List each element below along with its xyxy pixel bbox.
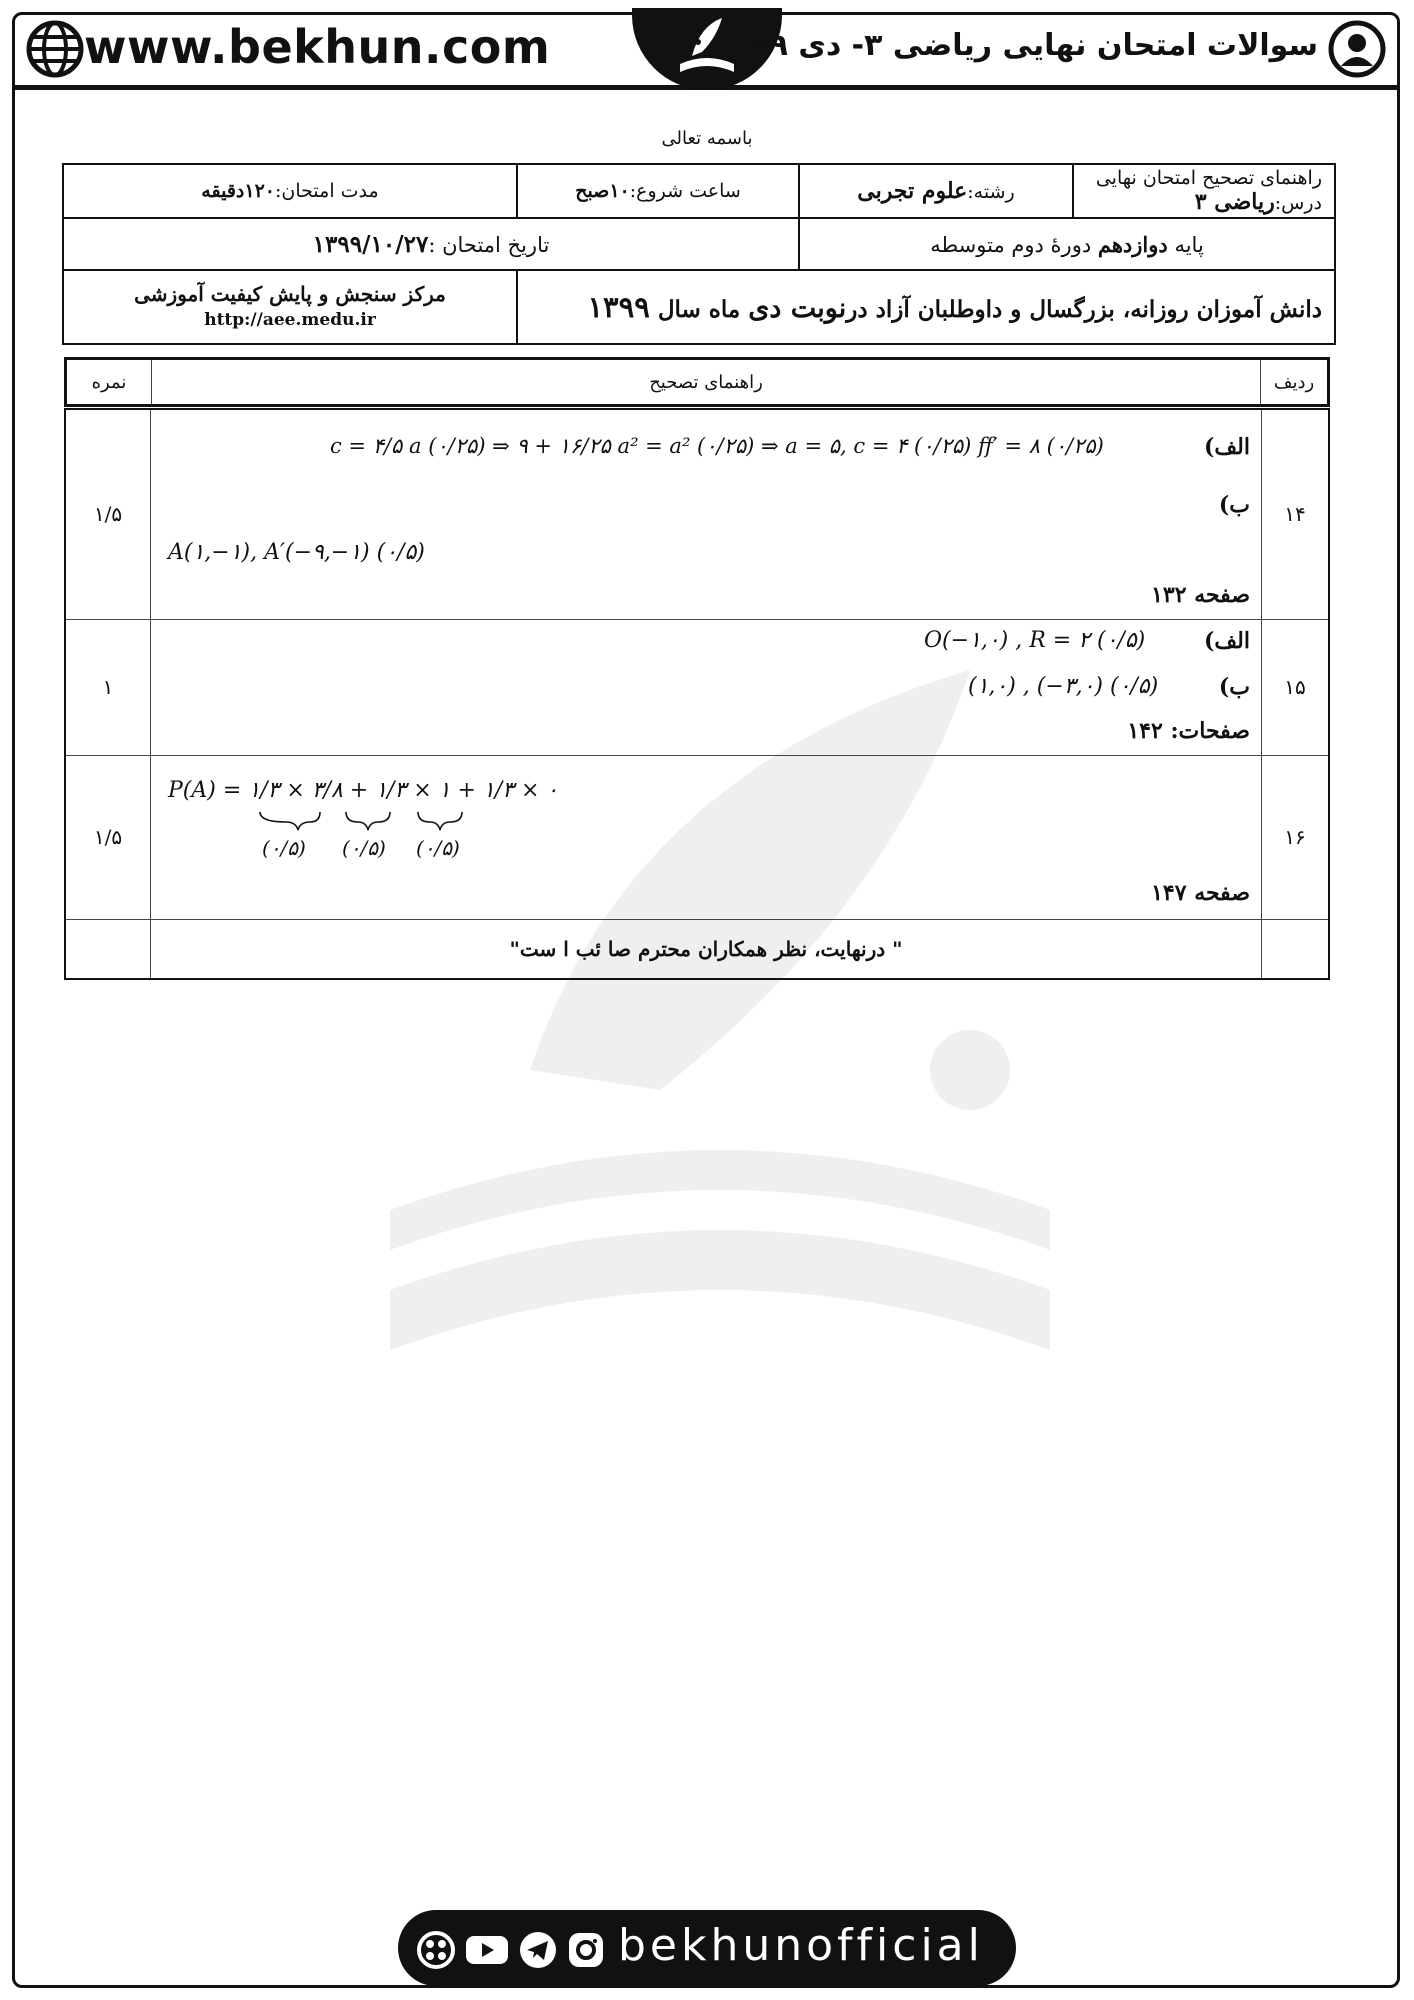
user-avatar-icon[interactable] [1328, 20, 1386, 78]
youtube-icon[interactable] [464, 1930, 510, 1970]
q15-page: صفحات: ۱۴۲ [1127, 718, 1250, 744]
q15-a-label: الف) [1204, 628, 1250, 654]
q14-a-math: c = ۴/۵ a (۰/۲۵) ⇒ ۹ + ۱۶/۲۵ a² = a² (۰/۲۵) ⇒ a = ۵, c = ۴ (۰/۲۵) ff′ = ۸ (۰/۲۵) [330, 434, 1104, 458]
q15-a-math: O(−۱,۰) , R = ۲ (۰/۵) [924, 628, 1146, 653]
telegram-icon[interactable] [518, 1930, 558, 1970]
date-cell: تاریخ امتحان :۱۳۹۹/۱۰/۲۷ [63, 218, 799, 270]
center-name: مرکز سنجش و پایش کیفیت آموزشی [134, 282, 446, 306]
underbraces [258, 810, 478, 834]
row-score [65, 919, 151, 979]
pen-book-icon [672, 12, 742, 84]
q16-page: صفحه ۱۴۷ [1151, 880, 1250, 906]
col-score-header: نمره [66, 359, 152, 406]
q14-b-label: ب) [1218, 492, 1250, 518]
grade-cell: پایه دوازدهم دورهٔ دوم متوسطه [799, 218, 1335, 270]
table-row [65, 919, 1329, 979]
row-number: ۱۶ [1262, 755, 1330, 919]
q14-a-label: الف) [1204, 434, 1250, 460]
row-score: ۱/۵ [65, 409, 151, 619]
q16-math: P(A) = ۱/۳ × ۳/۸ + ۱/۳ × ۱ + ۱/۳ × ۰ [168, 778, 559, 803]
course-cell: راهنمای تصحیح امتحان نهایی درس:ریاضی ۳ [1073, 164, 1335, 218]
students-cell: دانش آموزان روزانه، بزرگسال و داوطلبان آزاد درنوبت دی ماه سال ۱۳۹۹ [517, 270, 1335, 344]
site-url[interactable]: www.bekhun.com [84, 20, 551, 74]
duration-cell: مدت امتحان:۱۲۰دقیقه [63, 164, 517, 218]
answer-table-head [64, 357, 1330, 407]
page-title: سوالات امتحان نهایی ریاضی ۳- دی ۹۹ [751, 28, 1318, 63]
social-handle[interactable]: bekhunofficial [618, 1920, 984, 1971]
row-number: ۱۴ [1262, 409, 1330, 619]
row-score: ۱ [65, 619, 151, 755]
basmala-heading: باسمه تعالی [661, 128, 753, 149]
q16-mark-3: (۰/۵) [416, 836, 460, 860]
col-guide-header: راهنمای تصحیح [152, 359, 1261, 406]
field-cell: رشته:علوم تجربی [799, 164, 1073, 218]
q16-mark-1: (۰/۵) [262, 836, 306, 860]
aparat-icon[interactable] [416, 1930, 456, 1970]
row-number [1262, 919, 1330, 979]
center-cell [63, 270, 517, 344]
col-row-header: ردیف [1261, 359, 1329, 406]
exam-info-table [62, 163, 1336, 345]
q15-b-label: ب) [1218, 674, 1250, 700]
q15-b-math: (۱,۰) , (−۳,۰) (۰/۵) [968, 674, 1159, 699]
q14-page: صفحه ۱۳۲ [1151, 582, 1250, 608]
start-time-cell: ساعت شروع:۱۰صبح [517, 164, 799, 218]
row-score: ۱/۵ [65, 755, 151, 919]
instagram-icon[interactable] [566, 1930, 606, 1970]
q14-b-math: A(۱,−۱), A′(−۹,−۱) (۰/۵) [168, 540, 425, 565]
globe-icon [26, 20, 84, 78]
center-url[interactable]: http://aee.medu.ir [204, 310, 376, 330]
row-number: ۱۵ [1262, 619, 1330, 755]
closing-note: " درنهایت، نظر همکاران محترم صا ئب ا ست" [151, 919, 1262, 979]
q16-mark-2: (۰/۵) [342, 836, 386, 860]
social-footer [398, 1910, 1016, 1986]
